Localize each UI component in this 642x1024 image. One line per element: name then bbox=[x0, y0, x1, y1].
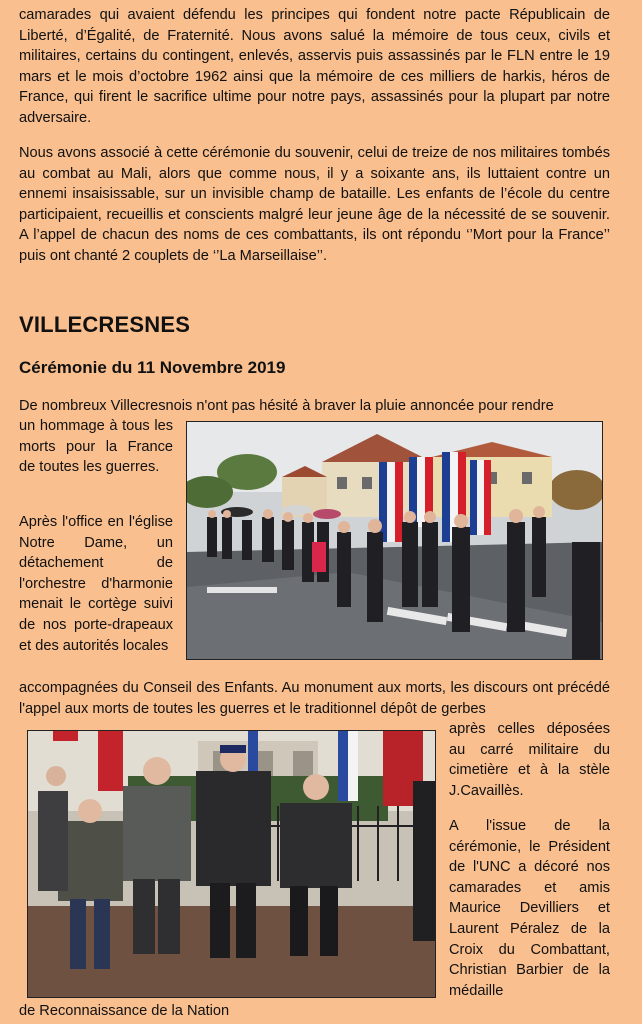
parade-photo bbox=[186, 421, 603, 660]
veterans-group-photo bbox=[27, 730, 436, 998]
section-subtitle: Cérémonie du 11 Novembre 2019 bbox=[19, 358, 286, 377]
intro-paragraph-1: camarades qui avaient défendu les principes qui fondent notre pacte Républicain de Liberté, d’Égalité, de Fraternité. Nous avons salué la mémoire de tous ceux, civils et militaires, certains du contingent, enlevés, asservis puis assassinés par le FLN entre le 19 mars et le mois d’octobre 1962 ainsi que la mémoire de ces milliers de harkis, héros de France, qui firent le sacrifice ultime pour notre pays, assassinés pour la plupart par notre adversaire. bbox=[19, 7, 610, 126]
paragraph-reconnaissance: de Reconnaissance de la Nation bbox=[19, 1003, 230, 1019]
paragraph-hommage: un hommage à tous les morts pour la France de toutes les guerres. bbox=[19, 418, 173, 476]
paragraph-gerbes: après celles déposées au carré militaire du cimetière et à la stèle J.Cavaillès. bbox=[449, 721, 610, 799]
section-title: VILLECRESNES bbox=[19, 312, 191, 337]
paragraph-first-line: De nombreux Villecresnois n'ont pas hésité à braver la pluie annoncée pour rendre bbox=[19, 398, 554, 414]
paragraph-monument: accompagnées du Conseil des Enfants. Au monument aux morts, les discours ont précédé l'appel aux morts de toutes les guerres et le traditionnel dépôt de gerbes bbox=[19, 680, 610, 717]
intro-paragraph-2: Nous avons associé à cette cérémonie du souvenir, celui de treize de nos militaires tombés au combat au Mali, alors que comme nous, il y a soixante ans, ils luttaient contre un ennemi insaisissable, sur un invisible champ de bataille. Les enfants de l’école du centre participaient, recueillis et conscients malgré leur jeune âge de la nécessité de se souvenir. A l’appel de chacun des noms de ces combattants, ils ont répondu ‘’Mort pour la France’’ puis ont chanté 2 couplets de ‘’La Marseillaise’’. bbox=[19, 145, 610, 264]
paragraph-office: Après l'office en l'église Notre Dame, un détachement de l'orchestre d'harmonie menait le cortège suivi de nos porte-drapeaux et des autorités locales bbox=[19, 514, 173, 654]
paragraph-decorations: A l'issue de la cérémonie, le Président de l'UNC a décoré nos camarades et amis Maurice Devilliers et Laurent Péralez de la Croix du Combattant, Christian Barbier de la médaille bbox=[449, 818, 610, 999]
